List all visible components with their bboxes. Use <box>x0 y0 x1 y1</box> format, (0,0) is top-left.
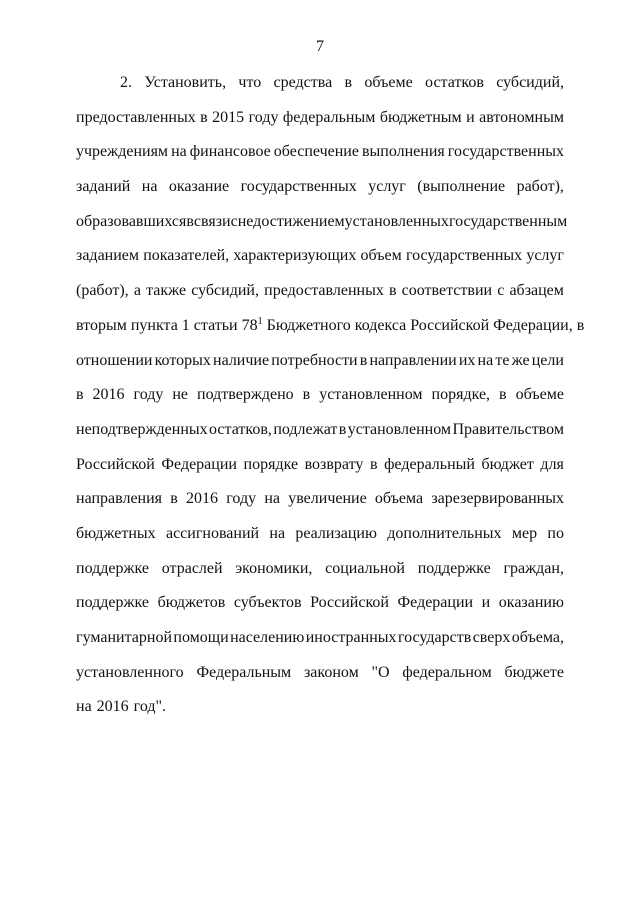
text-line-16 <box>76 591 564 626</box>
word: 2016 <box>186 490 219 508</box>
word: Правительством <box>452 420 564 438</box>
text-line-15 <box>76 557 564 592</box>
word: установленных <box>344 212 449 230</box>
word: году <box>226 490 257 508</box>
word: экономики, <box>235 559 313 577</box>
word: Федерации <box>161 455 237 473</box>
word: субсидий, <box>191 282 259 300</box>
word: реализацию <box>295 524 377 542</box>
word: дополнительных <box>387 524 502 542</box>
word: услуг <box>526 247 564 265</box>
word: обеспечение <box>273 143 359 161</box>
word: государственных <box>405 247 523 265</box>
word: поддержке <box>76 559 150 577</box>
word: на <box>76 698 92 716</box>
text-line-13 <box>76 487 564 522</box>
word: на <box>141 178 158 196</box>
word: государственных <box>240 178 357 196</box>
word: возврату <box>304 455 364 473</box>
word: 2015 <box>212 108 245 126</box>
word: предоставленных <box>76 108 196 126</box>
word: Федерации <box>397 594 474 612</box>
word: 2016 <box>96 698 129 716</box>
word: бюджет <box>481 455 534 473</box>
word: оказанию <box>498 594 564 612</box>
word: в <box>302 386 311 404</box>
word: 2. <box>120 74 132 91</box>
word: средства <box>273 74 333 91</box>
word: отношении <box>76 351 153 369</box>
word: в <box>200 108 208 126</box>
word: Установить, <box>144 74 227 91</box>
word: абзацем <box>509 282 564 300</box>
word: порядке, <box>431 386 491 404</box>
word: потребности <box>271 351 358 369</box>
word: характеризующих <box>233 247 357 265</box>
word: федеральном <box>402 663 492 681</box>
word: федеральный <box>384 455 475 473</box>
word: сверх <box>472 629 511 646</box>
word: недостижением <box>237 212 345 230</box>
word: году <box>133 386 164 404</box>
word: остатков, <box>209 420 272 438</box>
word: установленного <box>76 663 184 681</box>
word: работ), <box>516 178 564 196</box>
word: в <box>338 420 347 438</box>
word: их <box>458 351 476 369</box>
word: 2016 <box>92 386 125 404</box>
word: бюджетным <box>379 108 462 126</box>
word: порядке <box>243 455 299 473</box>
word: объема, <box>511 629 564 646</box>
word: Федеральным <box>196 663 292 681</box>
word: в <box>76 386 84 404</box>
text-line-11 <box>76 418 564 453</box>
text-line-8-start: вторым пункта 1 статьи 78 <box>76 316 258 334</box>
word: государств <box>397 629 472 646</box>
word: год". <box>133 698 167 716</box>
word: государственных <box>447 143 564 161</box>
word: остатков <box>425 74 484 91</box>
word: и <box>481 594 491 612</box>
word: мер <box>511 524 538 542</box>
word: на <box>264 490 280 508</box>
word: (выполнение <box>417 178 506 196</box>
word: помощи <box>173 629 229 646</box>
word: же <box>511 351 530 369</box>
word: государственным <box>448 212 568 230</box>
word: в <box>344 74 353 91</box>
word: для <box>540 455 564 473</box>
word: предоставленных <box>264 282 384 300</box>
word: а <box>133 282 141 300</box>
word: установленном <box>347 420 452 438</box>
word: подлежат <box>273 420 338 438</box>
word: населению <box>230 629 305 646</box>
word: бюджетных <box>76 524 156 542</box>
word: граждан, <box>503 559 564 577</box>
word: объеме <box>364 74 413 91</box>
word: бюджете <box>504 663 564 681</box>
word: (работ), <box>76 282 129 300</box>
word: отраслей <box>161 559 223 577</box>
word: объема <box>374 490 424 508</box>
word: субсидий, <box>496 74 564 91</box>
word: и <box>466 108 475 126</box>
word: неподтвержденных <box>76 420 208 438</box>
word: поддержке <box>417 559 491 577</box>
text-line-18 <box>76 661 564 696</box>
word: федеральным <box>282 108 376 126</box>
word: установленном <box>319 386 423 404</box>
word: соответствии <box>401 282 493 300</box>
word: не <box>172 386 189 404</box>
word: учреждениям <box>76 143 169 161</box>
word: заданий <box>76 178 131 196</box>
word: в <box>186 212 194 230</box>
text-line-3 <box>76 140 564 175</box>
word: "О <box>371 663 390 681</box>
word: образовавшихся <box>76 212 187 230</box>
word: услуг <box>368 178 406 196</box>
word: в <box>359 351 368 369</box>
word: иностранных <box>305 629 397 646</box>
word: ассигнований <box>165 524 260 542</box>
word: наличие <box>213 351 270 369</box>
word: в <box>170 490 178 508</box>
word: оказание <box>168 178 230 196</box>
word: те <box>495 351 510 369</box>
word: цели <box>531 351 564 369</box>
text-line-5 <box>76 210 568 245</box>
word: объем <box>360 247 402 265</box>
word: увеличение <box>288 490 367 508</box>
word: бюджетов <box>157 594 226 612</box>
text-line-19 <box>76 695 564 730</box>
text-line-2 <box>76 106 564 141</box>
word: году <box>248 108 279 126</box>
text-line-8 <box>76 314 585 349</box>
word: заданием <box>76 247 140 265</box>
text-line-7 <box>76 279 564 314</box>
word: на <box>269 524 286 542</box>
text-line-8-end: Бюджетного кодекса Российской Федерации, в <box>262 316 585 334</box>
text-line-9 <box>76 349 564 384</box>
word: с <box>497 282 505 300</box>
word: направлении <box>369 351 457 369</box>
word: в <box>499 386 507 404</box>
text-line-17 <box>76 626 564 661</box>
word: зарезервированных <box>431 490 564 508</box>
page-number: 7 <box>316 38 324 55</box>
word: Российской <box>76 455 155 473</box>
paragraph-2 <box>76 71 585 730</box>
word: законом <box>303 663 359 681</box>
word: Российской <box>310 594 389 612</box>
text-line-14 <box>76 522 564 557</box>
text-line-4 <box>76 175 564 210</box>
word: направления <box>76 490 163 508</box>
word: на <box>171 143 187 161</box>
word: которых <box>154 351 211 369</box>
word: социальной <box>325 559 405 577</box>
word: также <box>146 282 187 300</box>
word: выполнения <box>361 143 445 161</box>
footnote-superscript: 1 <box>257 315 263 327</box>
word: по <box>547 524 564 542</box>
word: что <box>238 74 262 91</box>
word: объеме <box>515 386 564 404</box>
word: гуманитарной <box>76 629 173 646</box>
word: показателей, <box>143 247 230 265</box>
word: подтверждено <box>197 386 294 404</box>
text-line-12 <box>76 453 564 488</box>
word: на <box>477 351 494 369</box>
text-line-1 <box>76 71 564 106</box>
word: в <box>388 282 397 300</box>
word: в <box>369 455 378 473</box>
word: с <box>230 212 238 230</box>
word: финансовое <box>189 143 271 161</box>
word: поддержке <box>76 594 150 612</box>
word: связи <box>193 212 231 230</box>
word: автономным <box>479 108 564 126</box>
text-line-6 <box>76 244 564 279</box>
word: субъектов <box>233 594 302 612</box>
text-line-10 <box>76 383 564 418</box>
